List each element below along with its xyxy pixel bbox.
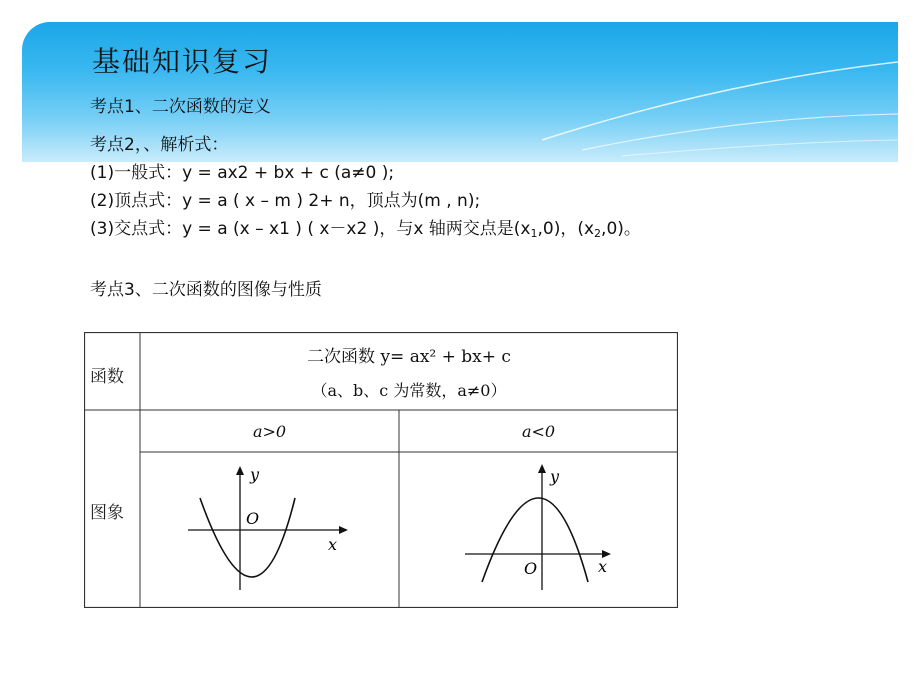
- x-axis-label: x: [328, 535, 338, 554]
- subscript-1: 1: [530, 227, 538, 240]
- y-axis-label: y: [550, 467, 560, 486]
- graph-label: 图象: [90, 503, 124, 523]
- kp1-heading: 考点1、二次函数的定义: [90, 97, 271, 117]
- intercept-form-text-b: ,0)，(x: [537, 219, 595, 239]
- origin-label: O: [524, 559, 538, 578]
- function-constants-note: （a、b、c 为常数，a≠0）: [311, 381, 507, 400]
- kp3-heading: 考点3、二次函数的图像与性质: [90, 280, 322, 300]
- condition-a-negative: a<0: [521, 422, 556, 441]
- y-axis-label: y: [250, 465, 260, 484]
- parabola-down-graph: [460, 462, 630, 592]
- condition-a-positive: a>0: [252, 422, 287, 441]
- intercept-form: [90, 214, 641, 240]
- vertex-form: (2)顶点式：y = a ( x – m ) 2+ n，顶点为(m , n);: [90, 191, 481, 211]
- intercept-form-text-a: (3)交点式：y = a (x – x1 ) ( x－x2 )，与x 轴两交点是(x: [90, 219, 531, 239]
- parabola-up-graph: [180, 462, 360, 592]
- origin-label: O: [246, 509, 260, 528]
- x-axis-arrow-icon: [339, 526, 348, 534]
- y-axis-arrow-icon: [538, 464, 546, 473]
- kp2-heading: 考点2，、解析式：: [90, 135, 229, 155]
- subscript-2: 2: [594, 227, 602, 240]
- y-axis-arrow-icon: [236, 466, 244, 475]
- page-title: 基础知识复习: [92, 45, 273, 78]
- x-axis-label: x: [598, 557, 608, 576]
- function-formula: 二次函数 y= ax² + bx+ c: [307, 347, 511, 367]
- intercept-form-text-c: ,0)。: [601, 219, 641, 239]
- general-form: (1)一般式：y = ax2 + bx + c (a≠0 );: [90, 163, 395, 183]
- function-label: 函数: [90, 367, 124, 387]
